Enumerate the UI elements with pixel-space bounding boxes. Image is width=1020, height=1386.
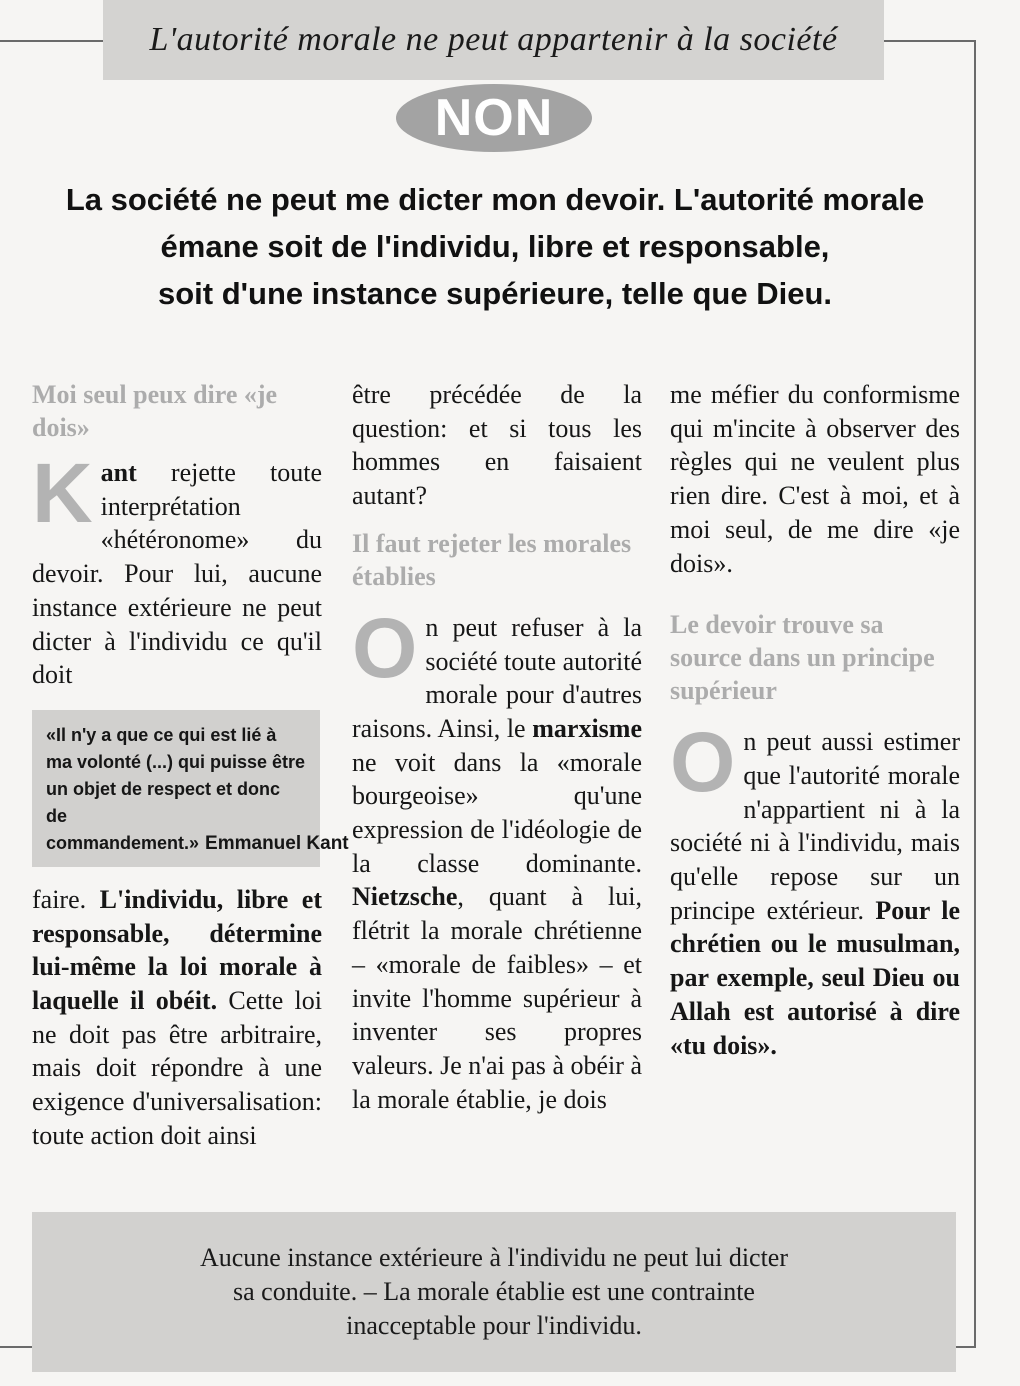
column-3-paragraph-2	[670, 715, 960, 1062]
lead-line: émane soit de l'individu, libre et responsable,	[160, 229, 830, 264]
summary-band	[32, 1212, 956, 1372]
summary-text	[54, 1241, 934, 1343]
non-badge	[396, 84, 592, 152]
frame-line-top-left	[0, 40, 112, 42]
frame-line-right	[974, 40, 976, 1346]
summary-line: sa conduite. – La morale établie est une contrainte	[233, 1277, 755, 1306]
column-2-paragraph-1: être précédée de la question: et si tous les hommes en faisaient autant?	[352, 380, 642, 511]
column-3	[670, 378, 960, 1062]
column-2	[352, 378, 642, 1116]
column-2-heading: Il faut rejeter les morales établies	[352, 528, 632, 591]
body-text: n peut refuser à la société toute autorité morale pour d'autres raisons. Ainsi, le	[352, 612, 642, 743]
bold-text: Nietzsche	[352, 882, 458, 912]
frame-line-bottom-right	[956, 1346, 976, 1348]
bold-text: Pour le chrétien ou le musulman, par exemple, seul Dieu ou Allah est autorisé à dire «tu dois».	[670, 895, 960, 1060]
dropcap-o: O	[352, 600, 418, 695]
lead-line: soit d'une instance supérieure, telle que Dieu.	[157, 276, 833, 311]
quote-author: Emmanuel Kant	[205, 832, 349, 854]
summary-line: inacceptable pour l'individu.	[346, 1311, 642, 1340]
kant-quote-box	[32, 710, 349, 867]
body-text: , quant à lui, flétrit la morale chrétienne – «morale de faibles» – et invite l'homme supérieur à inventer ses propres valeurs. Je n'ai pas à obéir à la morale établie, je dois	[352, 882, 642, 1114]
body-text: n peut aussi estimer que l'autorité morale n'appartient ni à la société ni à l'individu, mais qu'elle repose sur un principe extérieur.	[670, 727, 960, 925]
frame-line-bottom-left	[0, 1346, 34, 1348]
non-badge-label: NON	[434, 89, 554, 147]
bold-text: ant	[100, 458, 137, 487]
lead-statement	[40, 176, 950, 317]
column-2-paragraph-2	[352, 600, 642, 1117]
body-text: faire.	[32, 884, 100, 914]
frame-line-top-right	[884, 40, 976, 42]
summary-line: Aucune instance extérieure à l'individu ne peut lui dicter	[199, 1243, 789, 1272]
bold-text: marxisme	[532, 713, 642, 743]
column-1-paragraph-1	[32, 446, 322, 692]
dropcap-o: O	[670, 715, 736, 810]
column-1-paragraph-2	[32, 883, 322, 1153]
column-3-heading: Le devoir trouve sa source dans un principe supérieur	[670, 610, 935, 706]
body-text: rejette toute interprétation «hétéronome» du devoir. Pour lui, aucune instance extérieure ne peut dicter à l'individu ce qu'il doit	[32, 458, 322, 690]
header-band	[103, 0, 884, 80]
quote-text: «Il n'y a que ce qui est lié à ma volonté (...) qui puisse être un objet de respect et donc de commandement.»	[46, 724, 306, 853]
body-text: ne voit dans la «morale bourgeoise» qu'une expression de l'idéologie de la classe dominante.	[352, 747, 642, 878]
page-title: L'autorité morale ne peut appartenir à la société	[149, 21, 838, 58]
dropcap-k: K	[32, 446, 93, 540]
body-text: Cette loi ne doit pas être arbitraire, mais doit répondre à une exigence d'universalisation: toute action doit ainsi	[32, 986, 322, 1150]
column-1	[32, 378, 349, 1153]
column-1-heading: Moi seul peux dire «je dois»	[32, 380, 278, 442]
lead-line: La société ne peut me dicter mon devoir. L'autorité morale	[65, 182, 925, 217]
bold-text: L'individu, libre et responsable, détermine lui-même la loi morale à laquelle il obéit.	[32, 884, 323, 1016]
column-3-paragraph-1: me méfier du conformisme qui m'incite à observer des règles qui ne veulent plus rien dire. C'est à moi, et à moi seul, de me dire «je dois».	[670, 380, 960, 578]
